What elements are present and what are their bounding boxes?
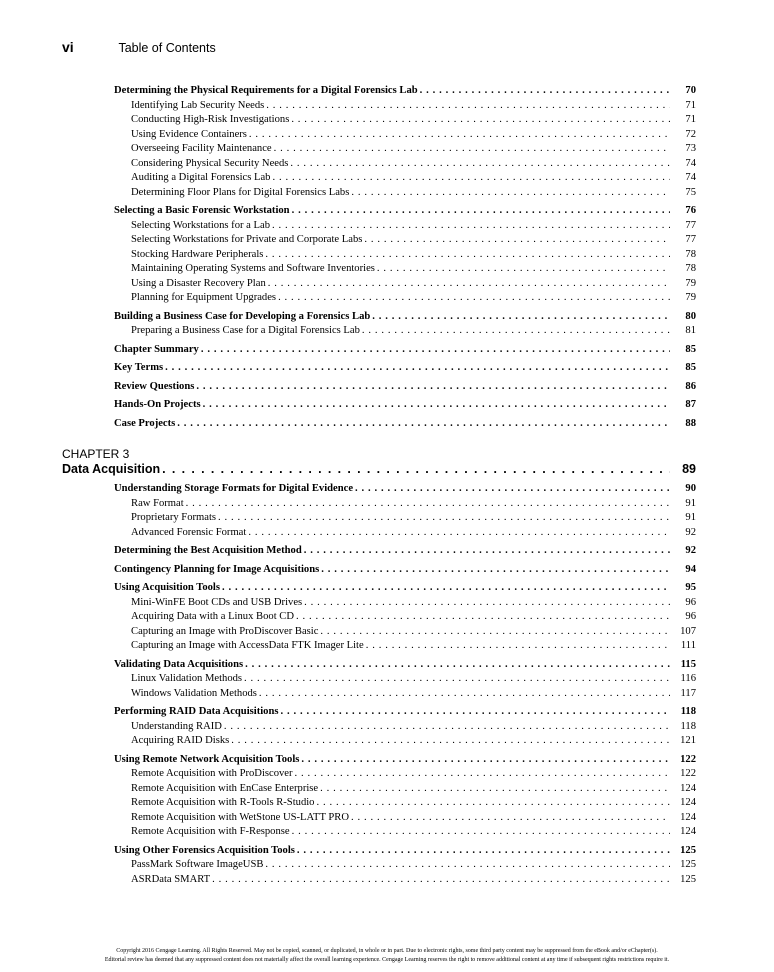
entry-title: Identifying Lab Security Needs — [131, 99, 265, 111]
entry-title: Linux Validation Methods — [131, 673, 243, 684]
toc-section-entry[interactable] — [62, 204, 696, 219]
entry-title: Determining the Physical Requirements for a Digital Forensics Lab — [114, 85, 418, 96]
entry-page-number: 90 — [685, 483, 696, 494]
entry-page-number: 122 — [680, 768, 696, 779]
entry-title: Case Projects — [114, 417, 176, 429]
toc-subsection-entry[interactable] — [62, 511, 696, 526]
entry-title: Remote Acquisition with F-Response — [131, 826, 290, 837]
leader-dots — [291, 113, 670, 128]
entry-page-number: 124 — [680, 782, 696, 794]
leader-dots — [272, 171, 670, 186]
leader-dots — [320, 782, 670, 797]
entry-page-number: 124 — [680, 797, 696, 808]
leader-dots — [165, 361, 670, 376]
leader-dots — [245, 658, 670, 673]
entry-page-number: 81 — [685, 325, 696, 336]
leader-dots — [301, 753, 670, 768]
entry-title: Considering Physical Security Needs — [131, 157, 289, 169]
entry-title: ASRData SMART — [131, 873, 211, 885]
entry-page-number: 96 — [685, 596, 696, 608]
toc-subsection-entry[interactable] — [62, 720, 696, 735]
entry-page-number: 78 — [685, 248, 696, 260]
leader-dots — [272, 219, 670, 234]
leader-dots — [321, 563, 670, 578]
chapter-page: 89 — [682, 462, 696, 476]
toc-subsection-entry[interactable] — [62, 142, 696, 157]
entry-title: Determining the Best Acquisition Method — [114, 545, 302, 556]
toc-subsection-entry[interactable] — [62, 796, 696, 811]
leader-dots — [377, 262, 670, 277]
leader-dots — [364, 233, 670, 248]
leader-dots — [355, 482, 670, 497]
toc-subsection-entry[interactable] — [62, 811, 696, 826]
entry-page-number: 86 — [685, 380, 696, 392]
entry-title: Contingency Planning for Image Acquisitions — [114, 563, 320, 575]
entry-page-number: 76 — [685, 205, 696, 216]
entry-title: Using Acquisition Tools — [114, 582, 220, 593]
toc-subsection-entry[interactable] — [62, 825, 696, 840]
entry-page-number: 91 — [685, 512, 696, 523]
toc-section-chapter-2 — [62, 84, 696, 431]
toc-subsection-entry[interactable] — [62, 526, 696, 541]
leader-dots — [177, 417, 670, 432]
running-title: Table of Contents — [118, 41, 216, 55]
leader-dots — [290, 157, 670, 172]
footer-line-2: Editorial review has deemed that any suppressed content does not materially affect the overall learning experience. Cengage Learning reserves the right to remove additional content at any time if subsequent rights restrictions require it. — [104, 957, 670, 963]
toc-subsection-entry[interactable] — [62, 113, 696, 128]
toc-section-entry[interactable] — [62, 544, 696, 559]
entry-page-number: 80 — [685, 310, 696, 322]
entry-title: Performing RAID Data Acquisitions — [114, 706, 279, 717]
entry-page-number: 115 — [680, 658, 696, 670]
entry-title: Remote Acquisition with WetStone US-LATT PRO — [131, 811, 349, 823]
toc-section-entry[interactable] — [62, 658, 696, 673]
entry-title: Selecting Workstations for Private and Corporate Labs — [131, 234, 363, 245]
leader-dots — [265, 858, 670, 873]
entry-title: Understanding RAID — [131, 720, 222, 732]
leader-dots — [222, 581, 670, 596]
copyright-footer — [0, 947, 774, 965]
leader-dots — [186, 497, 670, 512]
toc-subsection-entry[interactable] — [62, 324, 696, 339]
chapter-title: Data Acquisition — [62, 462, 161, 476]
leader-dots — [162, 461, 670, 478]
toc-subsection-entry[interactable] — [62, 497, 696, 512]
entry-page-number: 92 — [685, 545, 696, 556]
toc-section-entry[interactable] — [62, 84, 696, 99]
toc-subsection-entry[interactable] — [62, 782, 696, 797]
entry-title: Preparing a Business Case for a Digital Forensics Lab — [131, 325, 360, 336]
entry-title: Chapter Summary — [114, 343, 199, 355]
leader-dots — [203, 398, 670, 413]
leader-dots — [351, 811, 670, 826]
toc-section-entry[interactable] — [62, 343, 696, 358]
entry-page-number: 94 — [685, 563, 696, 575]
entry-title: Capturing an Image with ProDiscover Basic — [131, 625, 319, 637]
leader-dots — [296, 610, 670, 625]
entry-title: Hands-On Projects — [114, 399, 201, 410]
leader-dots — [351, 186, 670, 201]
toc-section-entry[interactable] — [62, 482, 696, 497]
toc-section-entry[interactable] — [62, 581, 696, 596]
leader-dots — [295, 767, 670, 782]
toc-subsection-entry[interactable] — [62, 157, 696, 172]
toc-subsection-entry[interactable] — [62, 262, 696, 277]
entry-title: Remote Acquisition with EnCase Enterprise — [131, 782, 319, 794]
leader-dots — [231, 734, 670, 749]
toc-section-entry[interactable] — [62, 380, 696, 395]
toc-section-entry[interactable] — [62, 361, 696, 376]
entry-page-number: 74 — [685, 172, 696, 183]
toc-subsection-entry[interactable] — [62, 625, 696, 640]
entry-title: Overseeing Facility Maintenance — [131, 143, 272, 154]
entry-page-number: 125 — [680, 859, 696, 870]
leader-dots — [224, 720, 670, 735]
entry-page-number: 72 — [685, 128, 696, 140]
toc-subsection-entry[interactable] — [62, 277, 696, 292]
entry-title: Validating Data Acquisitions — [114, 658, 244, 670]
leader-dots — [292, 204, 670, 219]
entry-page-number: 125 — [680, 873, 696, 885]
leader-dots — [268, 277, 670, 292]
entry-page-number: 85 — [685, 343, 696, 355]
leader-dots — [366, 639, 670, 654]
entry-title: Key Terms — [114, 362, 164, 373]
entry-title: Windows Validation Methods — [131, 687, 257, 699]
entry-title: Proprietary Formats — [131, 512, 217, 523]
toc-subsection-entry[interactable] — [62, 639, 696, 654]
leader-dots — [212, 873, 670, 888]
leader-dots — [292, 825, 670, 840]
leader-dots — [320, 625, 670, 640]
entry-page-number: 71 — [685, 99, 696, 111]
toc-subsection-entry[interactable] — [62, 99, 696, 114]
leader-dots — [265, 248, 670, 263]
entry-title: Planning for Equipment Upgrades — [131, 292, 277, 303]
entry-page-number: 91 — [685, 497, 696, 509]
table-of-contents — [62, 80, 696, 887]
entry-title: PassMark Software ImageUSB — [131, 859, 264, 870]
entry-page-number: 125 — [680, 844, 696, 856]
leader-dots — [266, 99, 670, 114]
leader-dots — [316, 796, 670, 811]
entry-page-number: 71 — [685, 114, 696, 125]
leader-dots — [274, 142, 670, 157]
entry-title: Conducting High-Risk Investigations — [131, 114, 290, 125]
entry-title: Auditing a Digital Forensics Lab — [131, 172, 271, 183]
leader-dots — [201, 343, 670, 358]
entry-page-number: 95 — [685, 582, 696, 593]
entry-title: Understanding Storage Formats for Digital Evidence — [114, 483, 354, 494]
entry-title: Using a Disaster Recovery Plan — [131, 277, 266, 289]
toc-section-chapter-3 — [62, 482, 696, 887]
entry-page-number: 118 — [680, 720, 696, 732]
toc-subsection-entry[interactable] — [62, 687, 696, 702]
toc-subsection-entry[interactable] — [62, 171, 696, 186]
entry-page-number: 122 — [680, 753, 696, 765]
entry-page-number: 79 — [685, 292, 696, 303]
leader-dots — [218, 511, 670, 526]
leader-dots — [278, 291, 670, 306]
toc-subsection-entry[interactable] — [62, 858, 696, 873]
toc-subsection-entry[interactable] — [62, 610, 696, 625]
entry-page-number: 111 — [680, 640, 696, 651]
toc-section-entry[interactable] — [62, 563, 696, 578]
leader-dots — [248, 526, 670, 541]
toc-subsection-entry[interactable] — [62, 128, 696, 143]
entry-page-number: 96 — [685, 611, 696, 622]
toc-section-entry[interactable] — [62, 753, 696, 768]
entry-page-number: 124 — [680, 811, 696, 823]
leader-dots — [297, 844, 670, 859]
entry-title: Determining Floor Plans for Digital Forensics Labs — [131, 186, 350, 198]
entry-page-number: 77 — [685, 234, 696, 245]
entry-page-number: 85 — [685, 362, 696, 373]
entry-title: Remote Acquisition with R-Tools R-Studio — [131, 797, 315, 808]
leader-dots — [244, 672, 670, 687]
entry-title: Mini-WinFE Boot CDs and USB Drives — [131, 596, 303, 608]
entry-page-number: 107 — [680, 625, 696, 637]
entry-title: Using Evidence Containers — [131, 128, 247, 140]
toc-subsection-entry[interactable] — [62, 186, 696, 201]
entry-page-number: 87 — [685, 399, 696, 410]
toc-subsection-entry[interactable] — [62, 873, 696, 888]
entry-title: Building a Business Case for Developing a Forensics Lab — [114, 310, 371, 322]
entry-title: Using Remote Network Acquisition Tools — [114, 753, 300, 765]
toc-subsection-entry[interactable] — [62, 734, 696, 749]
entry-title: Advanced Forensic Format — [131, 526, 247, 538]
toc-section-entry[interactable] — [62, 417, 696, 432]
page-header — [62, 39, 216, 57]
toc-section-entry[interactable] — [62, 705, 696, 720]
leader-dots — [249, 128, 670, 143]
entry-page-number: 92 — [685, 526, 696, 538]
toc-subsection-entry[interactable] — [62, 248, 696, 263]
entry-title: Acquiring RAID Disks — [131, 735, 230, 746]
entry-page-number: 79 — [685, 277, 696, 289]
entry-page-number: 121 — [680, 735, 696, 746]
footer-line-1: Copyright 2016 Cengage Learning. All Rights Reserved. May not be copied, scanned, or duplicated, in whole or in part. Due to electronic rights, some third party content may be suppressed from the eBook and/or eChapter(s). — [116, 948, 658, 954]
chapter-title-entry[interactable] — [62, 461, 696, 478]
leader-dots — [259, 687, 670, 702]
page-number: vi — [62, 39, 74, 55]
leader-dots — [304, 596, 670, 611]
leader-dots — [372, 310, 670, 325]
entry-page-number: 118 — [680, 706, 696, 717]
toc-subsection-entry[interactable] — [62, 596, 696, 611]
entry-page-number: 74 — [685, 157, 696, 169]
chapter-label: CHAPTER 3 — [62, 447, 130, 461]
entry-page-number: 75 — [685, 186, 696, 198]
entry-title: Selecting Workstations for a Lab — [131, 219, 270, 231]
leader-dots — [304, 544, 670, 559]
entry-page-number: 70 — [685, 85, 696, 96]
toc-section-entry[interactable] — [62, 844, 696, 859]
toc-subsection-entry[interactable] — [62, 219, 696, 234]
toc-section-entry[interactable] — [62, 398, 696, 413]
entry-title: Review Questions — [114, 380, 195, 392]
toc-subsection-entry[interactable] — [62, 291, 696, 306]
entry-title: Selecting a Basic Forensic Workstation — [114, 205, 290, 216]
entry-page-number: 88 — [685, 417, 696, 429]
entry-title: Remote Acquisition with ProDiscover — [131, 768, 293, 779]
entry-title: Acquiring Data with a Linux Boot CD — [131, 611, 295, 622]
entry-page-number: 73 — [685, 143, 696, 154]
toc-subsection-entry[interactable] — [62, 672, 696, 687]
entry-title: Using Other Forensics Acquisition Tools — [114, 844, 295, 856]
entry-title: Capturing an Image with AccessData FTK Imager Lite — [131, 640, 364, 651]
entry-page-number: 117 — [680, 687, 696, 699]
entry-title: Maintaining Operating Systems and Software Inventories — [131, 263, 375, 274]
toc-subsection-entry[interactable] — [62, 767, 696, 782]
leader-dots — [362, 324, 670, 339]
toc-section-entry[interactable] — [62, 310, 696, 325]
leader-dots — [281, 705, 671, 720]
entry-title: Raw Format — [131, 497, 184, 509]
entry-page-number: 116 — [680, 673, 696, 684]
entry-page-number: 124 — [680, 826, 696, 837]
leader-dots — [420, 84, 670, 99]
entry-page-number: 77 — [685, 219, 696, 231]
toc-subsection-entry[interactable] — [62, 233, 696, 248]
entry-title: Stocking Hardware Peripherals — [131, 248, 264, 260]
entry-page-number: 78 — [685, 263, 696, 274]
leader-dots — [196, 380, 670, 395]
